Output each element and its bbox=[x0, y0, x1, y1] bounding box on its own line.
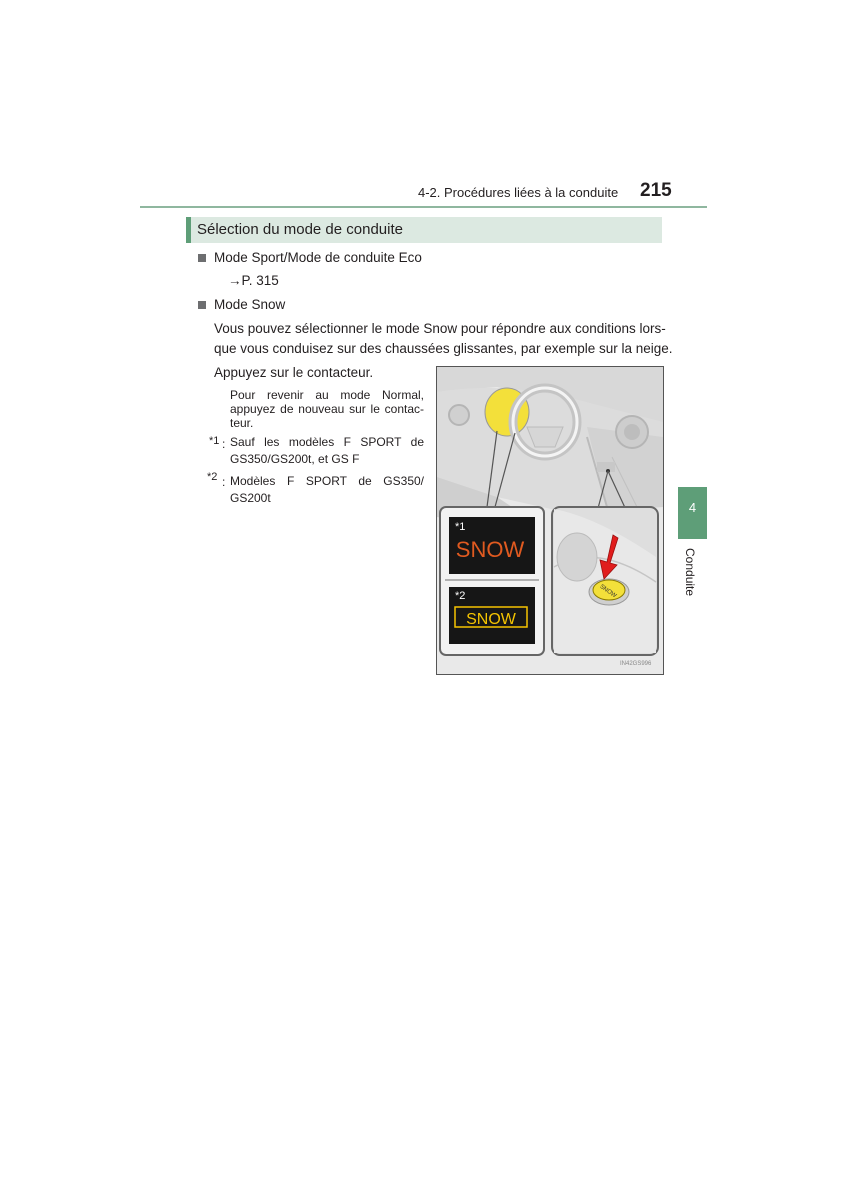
footnote-1-mark: *1 bbox=[209, 435, 220, 447]
dashboard-illustration bbox=[437, 367, 663, 674]
chapter-tab-number: 4 bbox=[688, 500, 697, 515]
snow-description-line-1: Vous pouvez sélectionner le mode Snow pour répondre aux conditions lors- bbox=[214, 321, 666, 336]
dashboard-figure bbox=[436, 366, 664, 675]
footnote-1-line-1: Sauf les modèles F SPORT de bbox=[230, 435, 424, 449]
section-heading-accent bbox=[186, 217, 191, 243]
snow-button-label: SNOW bbox=[598, 583, 618, 600]
footnote-1-separator: : bbox=[222, 437, 226, 451]
note-text: Pour revenir au mode Normal, appuyez de nouveau sur le contac-teur. bbox=[230, 388, 424, 430]
footnote-1-line-2: GS350/GS200t, et GS F bbox=[230, 452, 360, 466]
snow-indicator-amber: SNOW bbox=[466, 611, 516, 628]
footnote-2-mark: *2 bbox=[207, 471, 218, 483]
section-title: Sélection du mode de conduite bbox=[197, 221, 403, 238]
footnote-2-line-2: GS200t bbox=[230, 491, 271, 505]
figure-code: IN42GS996 bbox=[620, 661, 652, 667]
item-title-snow: Mode Snow bbox=[214, 297, 286, 312]
square-bullet-icon bbox=[198, 301, 206, 309]
footnote-2-line-1: Modèles F SPORT de GS350/ bbox=[230, 474, 424, 488]
item-title-sport-eco: Mode Sport/Mode de conduite Eco bbox=[214, 250, 422, 265]
page-reference-link[interactable]: →P. 315 bbox=[228, 273, 279, 288]
running-header-section: 4-2. Procédures liées à la conduite bbox=[418, 185, 619, 200]
footnote-2-separator: : bbox=[222, 475, 226, 489]
square-bullet-icon bbox=[198, 254, 206, 262]
chapter-tab-label: Conduite bbox=[683, 548, 697, 597]
inset-1-mark: *1 bbox=[455, 521, 466, 533]
snow-indicator-orange: SNOW bbox=[455, 537, 525, 562]
instruction-text: Appuyez sur le contacteur. bbox=[214, 365, 374, 380]
inset-2-mark: *2 bbox=[455, 590, 466, 602]
snow-description-line-2: que vous conduisez sur des chaussées glissantes, par exemple sur la neige. bbox=[214, 341, 673, 356]
chapter-tab-label-wrap bbox=[683, 548, 697, 618]
page-number: 215 bbox=[640, 180, 672, 201]
header-rule bbox=[140, 206, 707, 208]
